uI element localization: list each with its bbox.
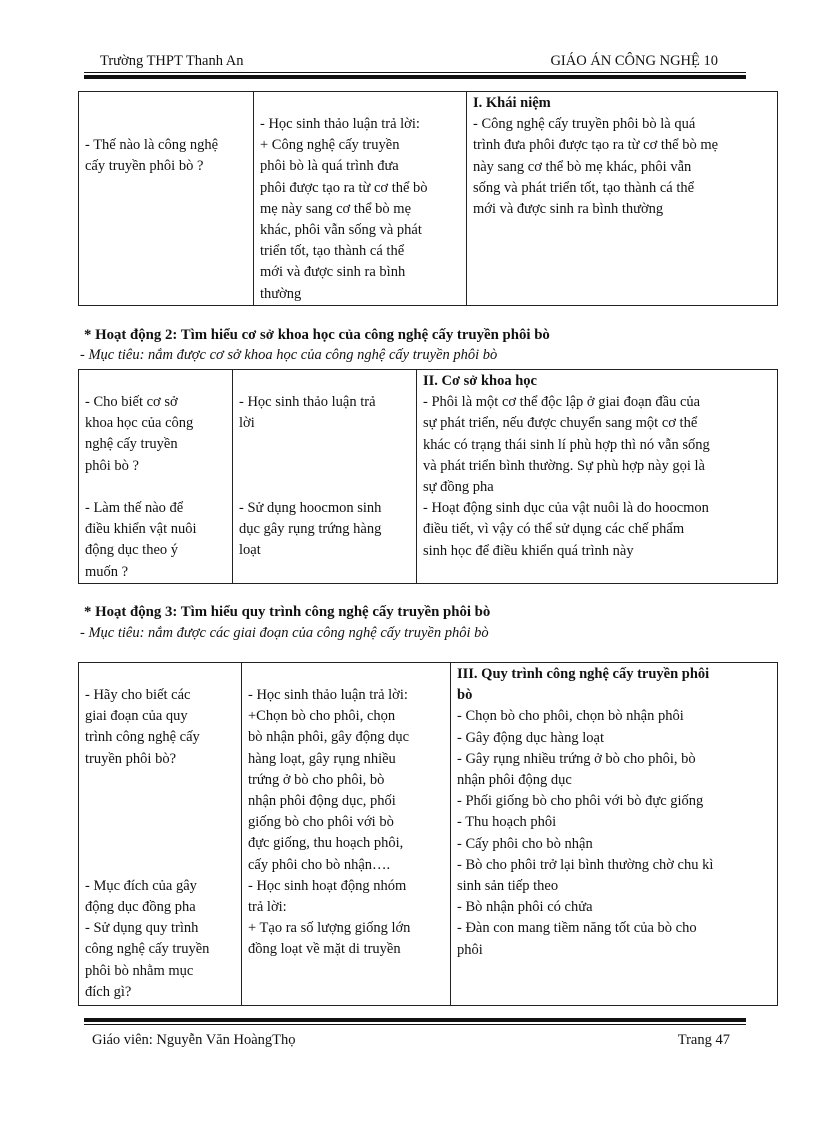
header-rule-thin bbox=[84, 72, 746, 73]
content-line: - Bò cho phôi trở lại bình thường chờ chu kì bbox=[457, 856, 714, 873]
question-line: khoa học của công bbox=[85, 415, 194, 432]
student-line: - Học sinh hoạt động nhóm bbox=[248, 877, 407, 894]
page-number: Trang 47 bbox=[677, 1032, 730, 1048]
question-line: cấy truyền phôi bò ? bbox=[85, 158, 204, 175]
student-line: lời bbox=[239, 415, 255, 432]
question-line: động dục đồng pha bbox=[85, 898, 196, 915]
activity-3-objective: - Mục tiêu: nắm được các giai đoạn của công nghệ cấy truyền phôi bò bbox=[80, 625, 489, 641]
question-line: truyền phôi bò? bbox=[85, 750, 177, 767]
spacer bbox=[85, 833, 236, 854]
teacher-name: Giáo viên: Nguyễn Văn HoàngThọ bbox=[92, 1032, 296, 1048]
student-line: phôi được tạo ra từ cơ thể bò bbox=[260, 179, 428, 196]
content-line: và phát triển bình thường. Sự phù hợp này gọi là bbox=[423, 457, 705, 474]
question-line: - Làm thế nào để bbox=[85, 500, 184, 516]
section-heading: III. Quy trình công nghệ cấy truyền phôi bbox=[457, 666, 710, 682]
student-line: dục gây rụng trứng hàng bbox=[239, 521, 382, 538]
student-activity-cell bbox=[233, 370, 417, 584]
student-activity-cell bbox=[242, 663, 451, 1006]
spacer bbox=[85, 855, 236, 876]
spacer bbox=[239, 434, 411, 455]
activity-2-title: * Hoạt động 2: Tìm hiểu cơ sở khoa học của công nghệ cấy truyền phôi bò bbox=[84, 327, 550, 343]
content-line: - Gây rụng nhiều trứng ở bò cho phôi, bò bbox=[457, 750, 696, 767]
content-line: khác có trạng thái sinh lí phù hợp thì nó vẫn sống bbox=[423, 436, 710, 453]
student-line: phôi bò là quá trình đưa bbox=[260, 158, 399, 175]
student-activity-cell bbox=[254, 92, 467, 306]
content-line: - Công nghệ cấy truyền phôi bò là quá bbox=[473, 116, 696, 133]
content-line: sinh học để điều khiển quá trình này bbox=[423, 542, 634, 559]
page-footer bbox=[92, 1032, 730, 1052]
section-heading: II. Cơ sở khoa học bbox=[423, 373, 537, 389]
question-line: phôi bò nhằm mục bbox=[85, 962, 194, 979]
question-line: nghệ cấy truyền bbox=[85, 436, 178, 453]
student-line: - Học sinh thảo luận trả lời: bbox=[260, 116, 420, 132]
section-heading-cont: bò bbox=[457, 687, 473, 704]
content-line: - Cấy phôi cho bò nhận bbox=[457, 835, 593, 852]
question-line: động dục theo ý bbox=[85, 542, 179, 559]
footer-rule-thin bbox=[84, 1024, 746, 1025]
procedure-table bbox=[78, 662, 778, 1006]
teacher-question-cell bbox=[79, 663, 242, 1006]
content-line: - Phôi là một cơ thể độc lập ở giai đoạn đầu của bbox=[423, 394, 701, 411]
content-line: - Phối giống bò cho phôi với bò đực giống bbox=[457, 793, 704, 810]
content-line: nhận phôi động dục bbox=[457, 772, 572, 789]
question-line: - Hãy cho biết các bbox=[85, 687, 191, 703]
content-line: - Bò nhận phôi có chửa bbox=[457, 899, 593, 916]
school-name: Trường THPT Thanh An bbox=[100, 53, 244, 69]
student-line: trả lời: bbox=[248, 899, 287, 916]
content-line: - Hoạt động sinh dục của vật nuôi là do hoocmon bbox=[423, 500, 709, 517]
content-line: sự phát triển, nếu được chuyển sang một cơ thể bbox=[423, 415, 698, 432]
question-line: - Cho biết cơ sở bbox=[85, 394, 178, 410]
student-line: giống bò cho phôi với bò bbox=[248, 814, 394, 831]
student-line: khác, phôi vẫn sống và phát bbox=[260, 222, 422, 239]
lesson-content-cell bbox=[467, 92, 778, 306]
student-line: trứng ở bò cho phôi, bò bbox=[248, 771, 385, 788]
footer-rule-thick bbox=[84, 1018, 746, 1022]
lesson-content-cell bbox=[417, 370, 778, 584]
question-line: công nghệ cấy truyền bbox=[85, 941, 210, 958]
teacher-question-cell bbox=[79, 370, 233, 584]
content-line: - Chọn bò cho phôi, chọn bò nhận phôi bbox=[457, 708, 684, 725]
content-line: phôi bbox=[457, 941, 483, 958]
question-line: - Sử dụng quy trình bbox=[85, 920, 199, 937]
student-line: hàng loạt, gây rụng nhiều bbox=[248, 750, 396, 767]
student-line: - Học sinh thảo luận trả lời: bbox=[248, 687, 408, 703]
content-line: điều tiết, vì vậy có thể sử dụng các chế phẩm bbox=[423, 521, 685, 538]
question-line: phôi bò ? bbox=[85, 457, 139, 474]
question-line: trình công nghệ cấy bbox=[85, 729, 200, 746]
activity-3-title: * Hoạt động 3: Tìm hiểu quy trình công nghệ cấy truyền phôi bò bbox=[84, 604, 491, 620]
student-line: mẹ này sang cơ thể bò mẹ bbox=[260, 200, 412, 217]
page-header bbox=[100, 53, 718, 73]
content-line: này sang cơ thể bò mẹ khác, phôi vẫn bbox=[473, 158, 692, 175]
student-line: + Tạo ra số lượng giống lớn bbox=[248, 920, 411, 937]
lesson-content-cell bbox=[451, 663, 778, 1006]
content-line: sinh sản tiếp theo bbox=[457, 878, 559, 895]
question-line: - Mục đích của gây bbox=[85, 877, 197, 894]
course-title: GIÁO ÁN CÔNG NGHỆ 10 bbox=[550, 53, 718, 69]
question-line: - Thế nào là công nghệ bbox=[85, 137, 219, 153]
spacer bbox=[85, 812, 236, 833]
concept-table bbox=[78, 91, 778, 306]
spacer bbox=[239, 477, 411, 498]
spacer bbox=[85, 477, 227, 498]
question-line: đích gì? bbox=[85, 983, 132, 1000]
content-line: sống và phát triển tốt, tạo thành cá thể bbox=[473, 179, 695, 196]
content-line: - Đàn con mang tiềm năng tốt của bò cho bbox=[457, 920, 697, 937]
header-rule-thick bbox=[84, 75, 746, 79]
student-line: nhận phôi động dục, phối bbox=[248, 793, 396, 810]
student-line: đực giống, thu hoạch phôi, bbox=[248, 835, 404, 852]
content-line: mới và được sinh ra bình thường bbox=[473, 201, 664, 218]
content-line: - Gây động dục hàng loạt bbox=[457, 729, 604, 746]
scientific-basis-table bbox=[78, 369, 778, 584]
student-line: loạt bbox=[239, 542, 261, 559]
student-line: triển tốt, tạo thành cá thể bbox=[260, 243, 405, 260]
section-heading: I. Khái niệm bbox=[473, 95, 551, 111]
student-line: thường bbox=[260, 285, 302, 302]
student-line: cấy phôi cho bò nhận…. bbox=[248, 856, 391, 873]
student-line: + Công nghệ cấy truyền bbox=[260, 137, 400, 154]
teacher-question-cell bbox=[79, 92, 254, 306]
student-line: +Chọn bò cho phôi, chọn bbox=[248, 708, 396, 725]
question-line: giai đoạn của quy bbox=[85, 708, 188, 725]
content-line: - Thu hoạch phôi bbox=[457, 814, 557, 831]
spacer bbox=[239, 456, 411, 477]
content-line: sự đồng pha bbox=[423, 479, 494, 496]
spacer bbox=[85, 791, 236, 812]
student-line: - Sử dụng hoocmon sinh bbox=[239, 499, 382, 516]
activity-2-objective: - Mục tiêu: nắm được cơ sở khoa học của công nghệ cấy truyền phôi bò bbox=[80, 347, 498, 363]
student-line: mới và được sinh ra bình bbox=[260, 264, 406, 281]
question-line: muốn ? bbox=[85, 563, 129, 580]
student-line: bò nhận phôi, gây động dục bbox=[248, 729, 410, 746]
student-line: - Học sinh thảo luận trả bbox=[239, 394, 376, 410]
question-line: điều khiển vật nuôi bbox=[85, 521, 197, 538]
spacer bbox=[85, 770, 236, 791]
content-line: trình đưa phôi được tạo ra từ cơ thể bò mẹ bbox=[473, 137, 719, 154]
student-line: đồng loạt về mặt di truyền bbox=[248, 941, 401, 958]
